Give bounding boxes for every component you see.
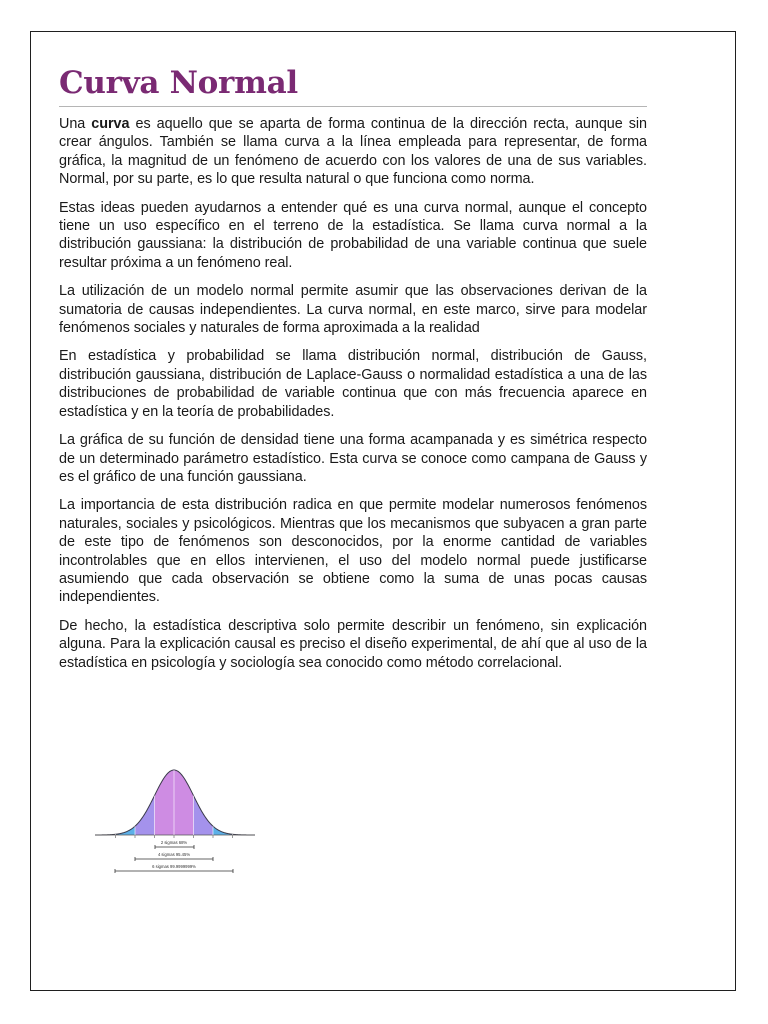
normal-curve-graphic <box>63 738 263 888</box>
label-6-sigma: 6 sigmas 99.9999999% <box>152 864 196 869</box>
paragraph-1-start: Una <box>59 116 92 132</box>
label-2-sigma: 2 sigmas 68% <box>160 840 188 845</box>
paragraph-6: La importancia de esta distribución radica en que permite modelar numerosos fenómenos naturales, sociales y psicológicos. Mientras que los mecanismos que subyacen a gran parte de este tipo de fenómenos son desconocidos, por la enorme cantidad de variables incontrolables que en ellos intervienen, el uso del modelo normal puede justificarse asumiendo que cada observación se obtiene como la suma de unas pocas causas independientes. <box>59 497 647 606</box>
paragraph-5: La gráfica de su función de densidad tiene una forma acampanada y es simétrica respecto de un determinado parámetro estadístico. Esta curva se conoce como campana de Gauss y es el gráfico de una función gaussiana. <box>59 432 647 485</box>
sigma-ranges <box>115 840 233 873</box>
document-content <box>59 62 647 682</box>
page-title: Curva Normal <box>59 65 298 101</box>
title-divider <box>59 106 647 107</box>
paragraph-2: Estas ideas pueden ayudarnos a entender qué es una curva normal, aunque el concepto tiene un uso específico en el terreno de la estadística. Se llama curva normal a la distribución gaussiana: la distribución de probabilidad de una variable continua que suele resultar próxima a un fenómeno real. <box>59 199 647 271</box>
term-curva: curva <box>91 116 130 132</box>
normal-curve-figure <box>63 738 263 888</box>
paragraph-1 <box>59 115 647 189</box>
paragraph-1-rest: es aquello que se aparta de forma continua de la dirección recta, aunque sin crear ángulos. También se llama curva a la línea empleada para representar, de forma gráfica, la magnitud de un fenómeno de acuerdo con los valores de una de sus variables. Normal, por su parte, es lo que resulta natural o que funciona como norma. <box>59 116 647 188</box>
paragraph-3: La utilización de un modelo normal permite asumir que las observaciones derivan de la sumatoria de causas independientes. La curva normal, en este marco, sirve para modelar fenómenos sociales y naturales de forma aproximada a la realidad <box>59 283 647 337</box>
label-4-sigma: 4 sigmas 95.45% <box>157 852 191 857</box>
paragraph-7: De hecho, la estadística descriptiva solo permite describir un fenómeno, sin explicación alguna. Para la explicación causal es preciso el diseño experimental, de ahí que al uso de la estadística en psicología y sociología sea conocido como método correlacional. <box>59 617 647 671</box>
paragraph-4: En estadística y probabilidad se llama distribución normal, distribución de Gauss, distribución gaussiana, distribución de Laplace-Gauss o normalidad estadística a una de las distribuciones de probabilidad de variable continua que con más frecuencia aparece en estadística y en la teoría de probabilidades. <box>59 348 647 420</box>
